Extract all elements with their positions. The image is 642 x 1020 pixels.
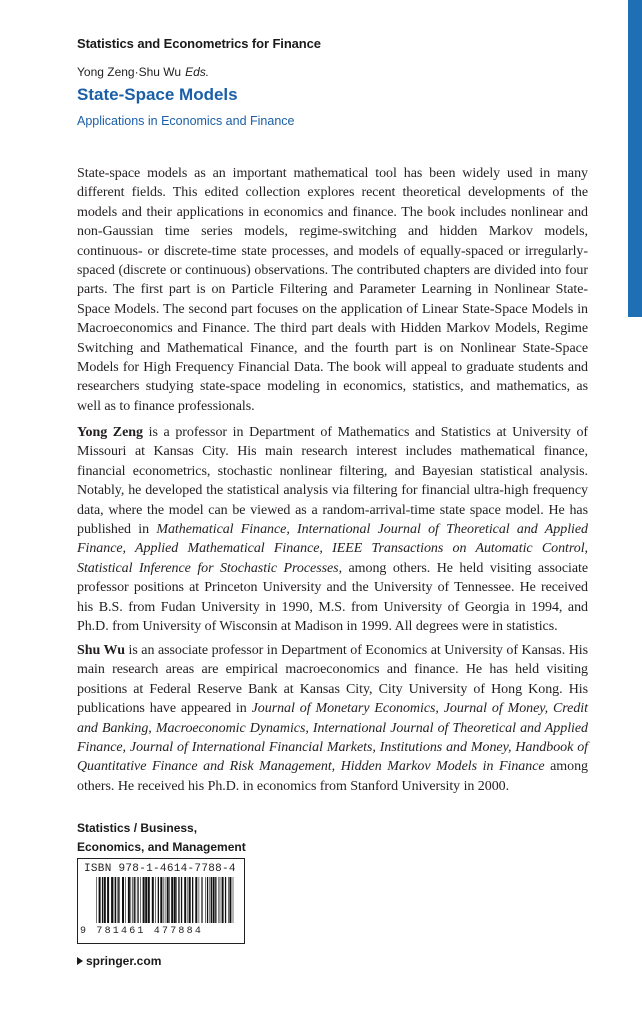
bio-journals: Journal of Monetary Economics, Journal of Money, Credit and Banking, Macroeconomic Dynamics, International Journal of Theoretical and Applied Finance, Journal of International Financial Markets, Institutions and Money, Handbook of Quantitative Finance and Risk Management, Hidden Markov Models in Finance — [77, 701, 588, 775]
barcode-stripe — [205, 877, 206, 923]
bio-text: among others. He received his Ph.D. in economics from Stanford University in 2000. — [77, 759, 588, 794]
barcode-stripe — [134, 877, 135, 923]
editors-suffix: Eds. — [185, 65, 210, 79]
barcode-stripe — [207, 877, 208, 923]
barcode-stripe — [169, 877, 170, 923]
barcode-stripe — [163, 877, 164, 923]
barcode-stripe — [104, 877, 106, 923]
series-name: Statistics and Econometrics for Finance — [77, 36, 321, 51]
book-title: State-Space Models — [77, 85, 238, 104]
spine-color-bar — [628, 0, 642, 317]
barcode-stripe — [176, 877, 177, 923]
barcode-stripe — [160, 877, 162, 923]
barcode-stripe — [215, 877, 216, 923]
barcode-stripe — [201, 877, 202, 923]
barcode-stripe — [195, 877, 197, 923]
barcode-stripe — [229, 877, 231, 923]
barcode-stripe — [228, 877, 229, 923]
subject-category — [77, 819, 246, 857]
editor-name: Yong Zeng — [77, 65, 135, 79]
editor-separator: · — [134, 65, 139, 79]
barcode-stripe — [220, 877, 221, 923]
barcode-stripe — [199, 877, 200, 923]
barcode-box — [77, 858, 245, 944]
barcode-stripe — [233, 877, 234, 923]
barcode-stripe — [171, 877, 173, 923]
barcode-stripe — [184, 877, 186, 923]
barcode-stripe — [219, 877, 220, 923]
category-line: Economics, and Management — [77, 840, 246, 854]
author-name: Shu Wu — [77, 643, 125, 658]
barcode-stripe — [165, 877, 166, 923]
barcode-stripe — [125, 877, 126, 923]
barcode-stripe — [102, 877, 103, 923]
barcode-stripe — [137, 877, 138, 923]
barcode-stripe — [158, 877, 159, 923]
barcode-stripe — [213, 877, 215, 923]
book-subtitle: Applications in Economics and Finance — [77, 114, 295, 128]
barcode-stripe — [148, 877, 150, 923]
barcode-stripe — [119, 877, 120, 923]
barcode-stripe — [115, 877, 116, 923]
barcode-stripe — [107, 877, 109, 923]
barcode-stripe — [140, 877, 141, 923]
barcode-stripe — [136, 877, 137, 923]
bio-text: is an associate professor in Department of Economics at University of Kansas. His main research areas are empirical macroeconomics and finance. He has held visiting positions at Federal Reserve Bank at Kansas City, City University of Hong Kong. His publications have appeared in — [77, 643, 588, 717]
bio-shu-wu — [77, 641, 588, 796]
category-line: Statistics / Business, — [77, 821, 198, 835]
editor-name: Shu Wu — [138, 65, 182, 79]
barcode-stripe — [122, 877, 124, 923]
barcode-stripe — [143, 877, 145, 923]
isbn-label: ISBN 978-1-4614-7788-4 — [84, 863, 236, 875]
barcode-icon — [96, 877, 236, 923]
ean-digits: 9 781461 477884 — [80, 926, 204, 937]
book-description: State-space models as an important mathematical tool has been widely used in many different fields. This edited collection explores recent theoretical developments of the models and their applications in economics and finance. The book includes nonlinear and non-Gaussian time series models, regime-switching and hidden Markov models, continuous- or discrete-time state processes, and models of equally-spaced or irregularly-spaced (discrete or continuous) observations. The contributed chapters are divided into four parts. The first part is on Particle Filtering and Parameter Learning in Nonlinear State-Space Models. The second part focuses on the application of Linear State-Space Models in Macroeconomics and Finance. The third part deals with Hidden Markov Models, Regime Switching and Mathematical Finance, and the fourth part is on Nonlinear State-Space Models for High Frequency Financial Data. The book will appeal to graduate students and researchers studying state-space modeling in economics, statistics, and mathematics, as well as to finance professionals. — [77, 166, 588, 414]
barcode-stripe — [99, 877, 101, 923]
bio-journals: Mathematical Finance, International Journal of Theoretical and Applied Finance, Applied Mathematical Finance, IEEE Transactions on Automatic Control, Statistical Inference for Stochastic Processes — [77, 522, 588, 576]
barcode-stripe — [145, 877, 147, 923]
bio-text: , among others. He held visiting associate professor positions at Princeton University and the University of Tennessee. He received his B.S. from Fudan University in 1990, M.S. from University of Georgia in 1994, and Ph.D. from University of Wisconsin at Madison in 1999. All degrees were in statistics. — [77, 560, 588, 635]
barcode-stripe — [118, 877, 119, 923]
barcode-stripe — [174, 877, 176, 923]
barcode-stripe — [181, 877, 182, 923]
barcode-stripe — [222, 877, 224, 923]
barcode-stripe — [210, 877, 211, 923]
barcode-stripe — [155, 877, 156, 923]
barcode-stripe — [132, 877, 133, 923]
editors — [77, 65, 209, 79]
arrow-right-icon — [77, 957, 83, 965]
barcode-stripe — [111, 877, 113, 923]
barcode-stripe — [96, 877, 97, 923]
author-name: Yong Zeng — [77, 425, 143, 440]
barcode-stripe — [188, 877, 189, 923]
barcode-stripe — [114, 877, 115, 923]
barcode-stripe — [178, 877, 179, 923]
bio-yong-zeng — [77, 423, 588, 636]
barcode-stripe — [225, 877, 226, 923]
publisher-website[interactable]: springer.com — [86, 954, 162, 968]
barcode-stripe — [189, 877, 191, 923]
publisher-link[interactable] — [77, 954, 161, 968]
barcode-stripe — [211, 877, 212, 923]
barcode-stripe — [167, 877, 169, 923]
barcode-stripe — [152, 877, 154, 923]
barcode-stripe — [192, 877, 193, 923]
barcode-stripe — [202, 877, 203, 923]
bio-text: is a professor in Department of Mathematics and Statistics at University of Missouri at Kansas City. His main research interest includes mathematical finance, financial econometrics, stochastic nonlinear filtering, and Bayesian statistical analysis. Notably, he developed the statistical analysis via filtering for financial ultra-high frequency data, where the model can be viewed as a random-arrival-time state space model. He has published in — [77, 425, 588, 538]
barcode-stripe — [128, 877, 130, 923]
barcode-stripe — [131, 877, 132, 923]
